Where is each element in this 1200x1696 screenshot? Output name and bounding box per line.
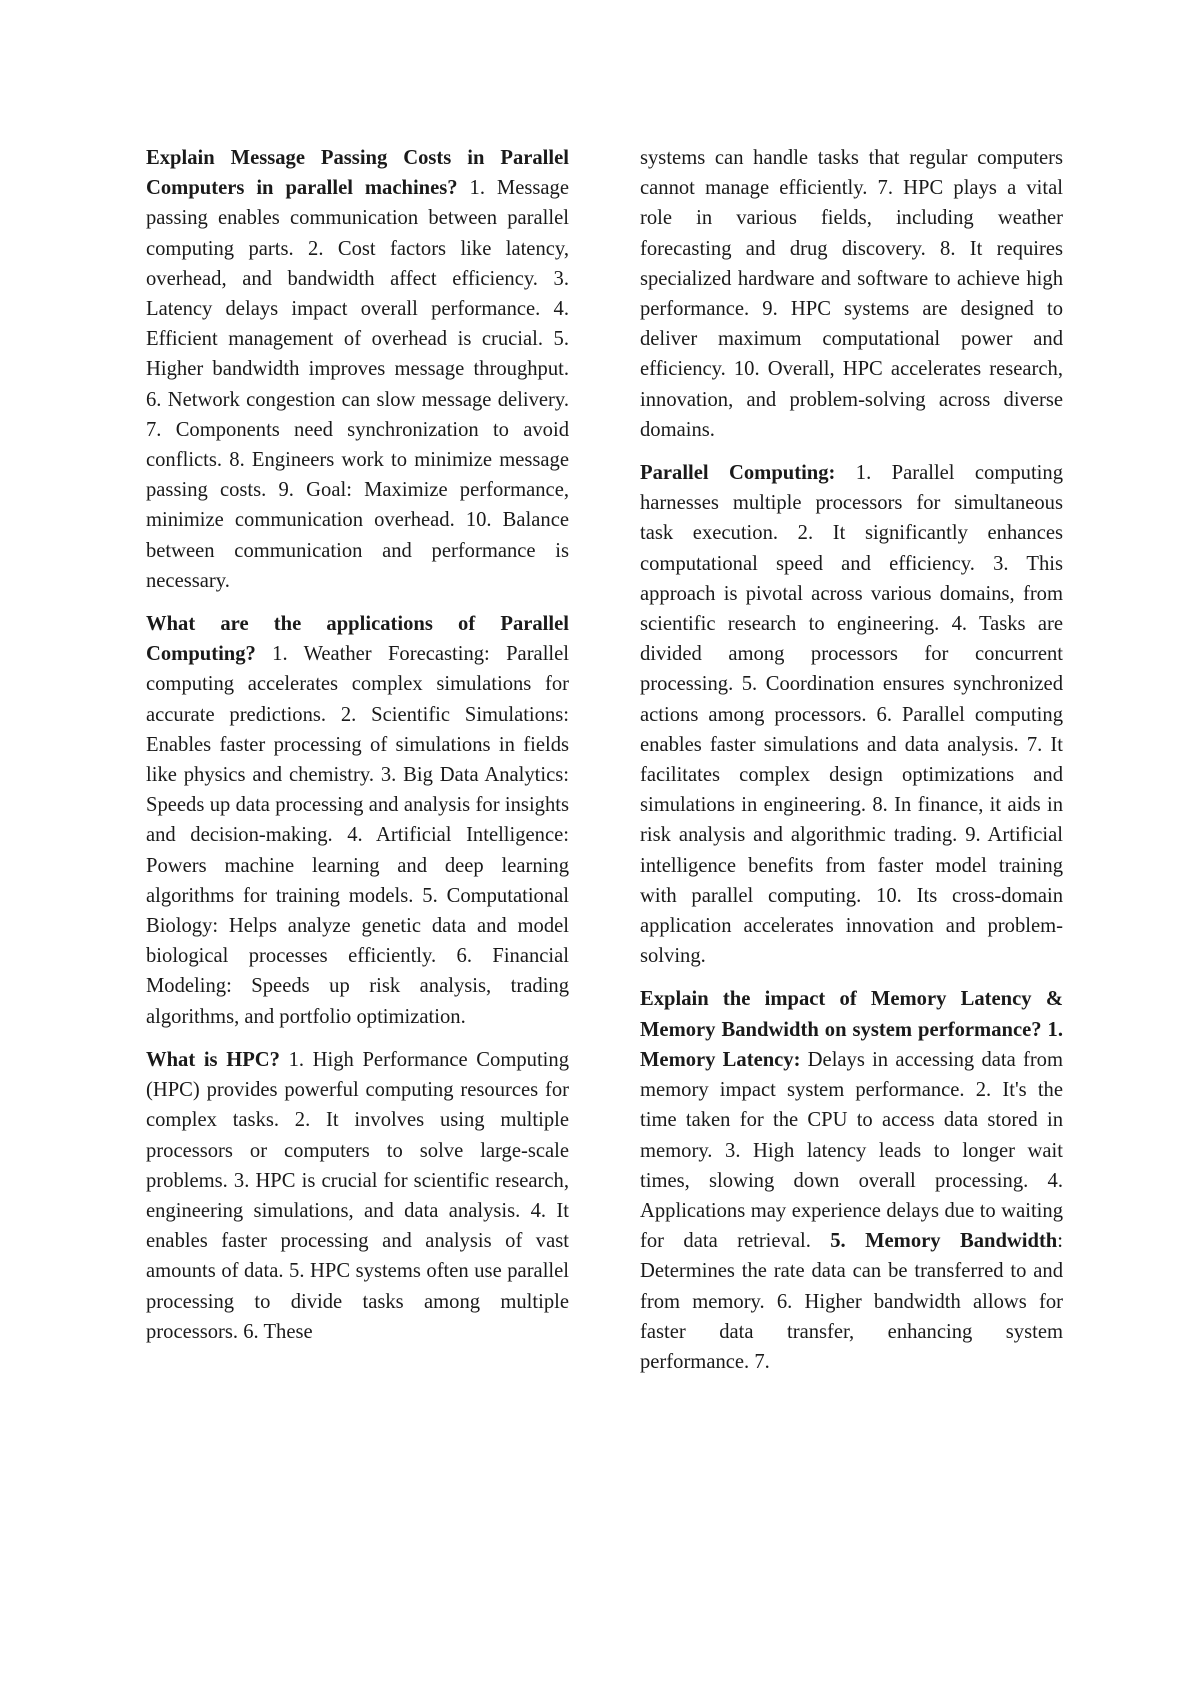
- paragraph-applications-parallel-computing: [146, 609, 569, 1032]
- paragraph-what-is-hpc: [146, 1045, 569, 1347]
- answer-text: 1. High Performance Computing (HPC) provides powerful computing resources for complex tasks. 2. It involves using multiple processors or computers to solve large-scale problems. 3. HPC is crucial for scientific research, engineering simulations, and data analysis. 4. It enables faster processing and analysis of vast amounts of data. 5. HPC systems often use parallel processing to divide tasks among multiple processors. 6. These: [146, 1048, 569, 1343]
- paragraph-parallel-computing: [640, 458, 1063, 971]
- answer-text-continued: : Determines the rate data can be transferred to and from memory. 6. Higher bandwidth allows for faster data transfer, enhancing system performance. 7.: [640, 1230, 1063, 1373]
- question-heading: What is HPC?: [146, 1048, 280, 1071]
- answer-text: 1. Parallel computing harnesses multiple processors for simultaneous task execution. 2. It significantly enhances computational speed and efficiency. 3. This approach is pivotal across various domains, from scientific research to engineering. 4. Tasks are divided among processors for concurrent processing. 5. Coordination ensures synchronized actions among processors. 6. Parallel computing enables faster simulations and data analysis. 7. It facilitates complex design optimizations and simulations in engineering. 8. In finance, it aids in risk analysis and algorithmic trading. 9. Artificial intelligence benefits from faster model training with parallel computing. 10. Its cross-domain application accelerates innovation and problem-solving.: [640, 462, 1063, 968]
- question-heading: What are the applications of Parallel Computing?: [146, 613, 569, 666]
- answer-text: 1. Weather Forecasting: Parallel computing accelerates complex simulations for accurate predictions. 2. Scientific Simulations: Enables faster processing of simulations in fields like physics and chemistry. 3. Big Data Analytics: Speeds up data processing and analysis for insights and decision-making. 4. Artificial Intelligence: Powers machine learning and deep learning algorithms for training models. 5. Computational Biology: Helps analyze genetic data and model biological processes efficiently. 6. Financial Modeling: Speeds up risk analysis, trading algorithms, and portfolio optimization.: [146, 643, 569, 1028]
- left-column: [146, 143, 569, 1360]
- paragraph-hpc-continued: [640, 143, 1063, 445]
- question-heading: Explain the impact of Memory Latency & Memory Bandwidth on system performance? 1. Memory Latency:: [640, 988, 1063, 1071]
- question-heading: Explain Message Passing Costs in Parallel Computers in parallel machines?: [146, 147, 569, 200]
- memory-bandwidth-heading: 5. Memory Bandwidth: [830, 1230, 1058, 1253]
- paragraph-message-passing-costs: [146, 143, 569, 596]
- answer-text: systems can handle tasks that regular computers cannot manage efficiently. 7. HPC plays a vital role in various fields, including weather forecasting and drug discovery. 8. It requires specialized hardware and software to achieve high performance. 9. HPC systems are designed to deliver maximum computational power and efficiency. 10. Overall, HPC accelerates research, innovation, and problem-solving across diverse domains.: [640, 147, 1063, 441]
- answer-text: Delays in accessing data from memory impact system performance. 2. It's the time taken for the CPU to access data stored in memory. 3. High latency leads to longer wait times, slowing down overall processing. 4. Applications may experience delays due to waiting for data retrieval.: [640, 1048, 1063, 1253]
- question-heading: Parallel Computing:: [640, 462, 836, 485]
- right-column: [640, 143, 1063, 1390]
- paragraph-memory-latency-bandwidth: [640, 984, 1063, 1377]
- answer-text: 1. Message passing enables communication between parallel computing parts. 2. Cost factors like latency, overhead, and bandwidth affect efficiency. 3. Latency delays impact overall performance. 4. Efficient management of overhead is crucial. 5. Higher bandwidth improves message throughput. 6. Network congestion can slow message delivery. 7. Components need synchronization to avoid conflicts. 8. Engineers work to minimize message passing costs. 9. Goal: Maximize performance, minimize communication overhead. 10. Balance between communication and performance is necessary.: [146, 177, 569, 592]
